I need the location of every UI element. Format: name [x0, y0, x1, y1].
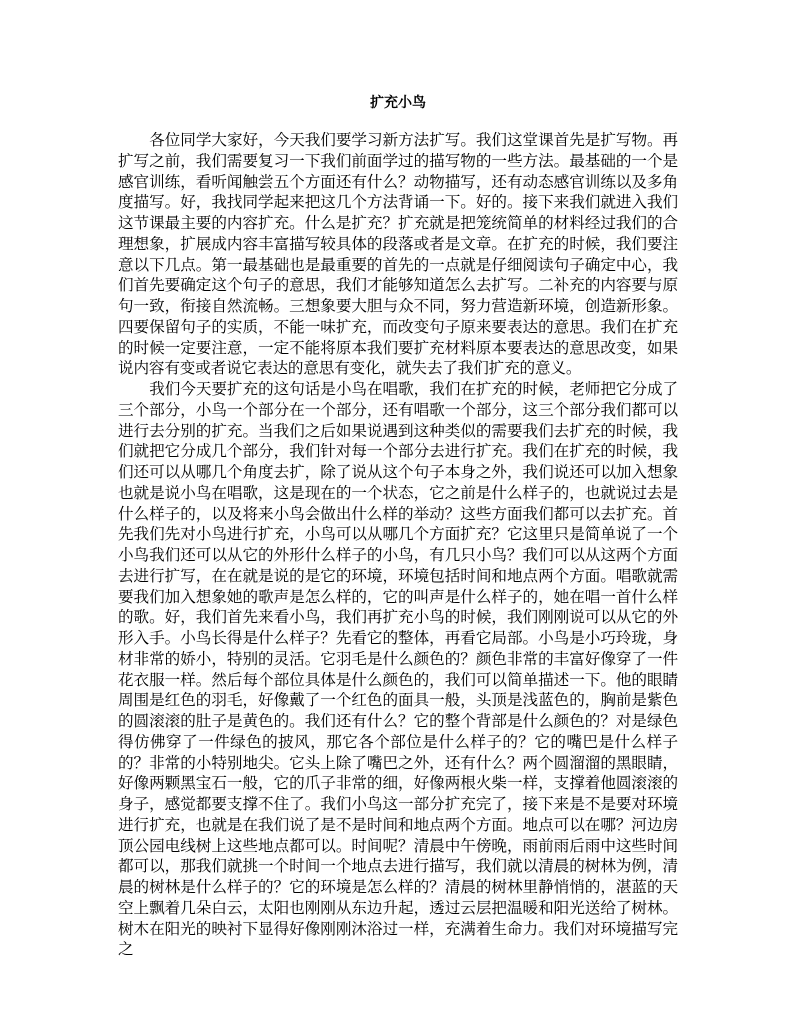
paragraph-1: 各位同学大家好，今天我们要学习新方法扩写。我们这堂课首先是扩写物。再扩写之前，我们需要复习一下我们前面学过的描写物的一些方法。最基础的一个是感官训练，看听闻触尝五个方面还有什么？动物描写，还有动态感官训练以及多角度描写。好，我找同学起来把这几个方法背诵一下。好的。接下来我们就进入我们这节课最主要的内容扩充。什么是扩充？扩充就是把笼统简单的材料经过我们的合理想象，扩展成内容丰富描写较具体的段落或者是文章。在扩充的时候，我们要注意以下几点。第一最基础也是最重要的首先的一点就是仔细阅读句子确定中心，我们首先要确定这个句子的意思，我们才能够知道怎么去扩写。二补充的内容要与原句一致，衔接自然流畅。三想象要大胆与众不同，努力营造新环境，创造新形象。四要保留句子的实质，不能一味扩充，而改变句子原来要表达的意思。我们在扩充的时候一定要注意，一定不能将原本我们要扩充材料原本要表达的意思改变，如果说内容有变或者说它表达的意思有变化，就失去了我们扩充的意义。 — [118, 131, 678, 378]
paragraph-2: 我们今天要扩充的这句话是小鸟在唱歌，我们在扩充的时候，老师把它分成了三个部分，小鸟一个部分在一个部分，还有唱歌一个部分，这三个部分我们都可以进行去分别的扩充。当我们之后如果说遇到这种类似的需要我们去扩充的时候，我们就把它分成几个部分，我们针对每一个部分去进行扩充。我们在扩充的时候，我们还可以从哪几个角度去扩，除了说从这个句子本身之外，我们说还可以加入想象也就是说小鸟在唱歌，这是现在的一个状态，它之前是什么样子的，也就说过去是什么样子的，以及将来小鸟会做出什么样的举动？这些方面我们都可以去扩充。首先我们先对小鸟进行扩充，小鸟可以从哪几个方面扩充？它这里只是简单说了一个小鸟我们还可以从它的外形什么样子的小鸟，有几只小鸟？我们可以从这两个方面去进行扩写，在在就是说的是它的环境，环境包括时间和地点两个方面。唱歌就需要我们加入想象她的歌声是怎么样的，它的叫声是什么样子的，她在唱一首什么样的歌。好，我们首先来看小鸟，我们再扩充小鸟的时候，我们刚刚说可以从它的外形入手。小鸟长得是什么样子？先看它的整体，再看它局部。小鸟是小巧玲珑，身材非常的娇小，特别的灵活。它羽毛是什么颜色的？颜色非常的丰富好像穿了一件花衣服一样。然后每个部位具体是什么颜色的，我们可以简单描述一下。他的眼睛周围是红色的羽毛，好像戴了一个红色的面具一般，头顶是浅蓝色的，胸前是紫色的圆滚滚的肚子是黄色的。我们还有什么？它的整个背部是什么颜色的？对是绿色得仿佛穿了一件绿色的披风，那它各个部位是什么样子的？它的嘴巴是什么样子的？非常的小特别地尖。它头上除了嘴巴之外，还有什么？两个圆溜溜的黑眼睛，好像两颗黑宝石一般，它的爪子非常的细，好像两根火柴一样，支撑着他圆滚滚的身子，感觉都要支撑不住了。我们小鸟这一部分扩充完了，接下来是不是要对环境进行扩充，也就是在我们说了是不是时间和地点两个方面。地点可以在哪？河边房顶公园电线树上这些地点都可以。时间呢？清晨中午傍晚，雨前雨后雨中这些时间都可以，那我们就挑一个时间一个地点去进行描写，我们就以清晨的树林为例，清晨的树林是什么样子的？它的环境是怎么样的？清晨的树林里静悄悄的，湛蓝的天空上飘着几朵白云，太阳也刚刚从东边升起，透过云层把温暖和阳光送给了树林。树木在阳光的映衬下显得好像刚刚沐浴过一样，充满着生命力。我们对环境描写完之 — [118, 380, 678, 959]
document-title: 扩充小鸟 — [370, 95, 426, 111]
document-page — [118, 93, 678, 960]
